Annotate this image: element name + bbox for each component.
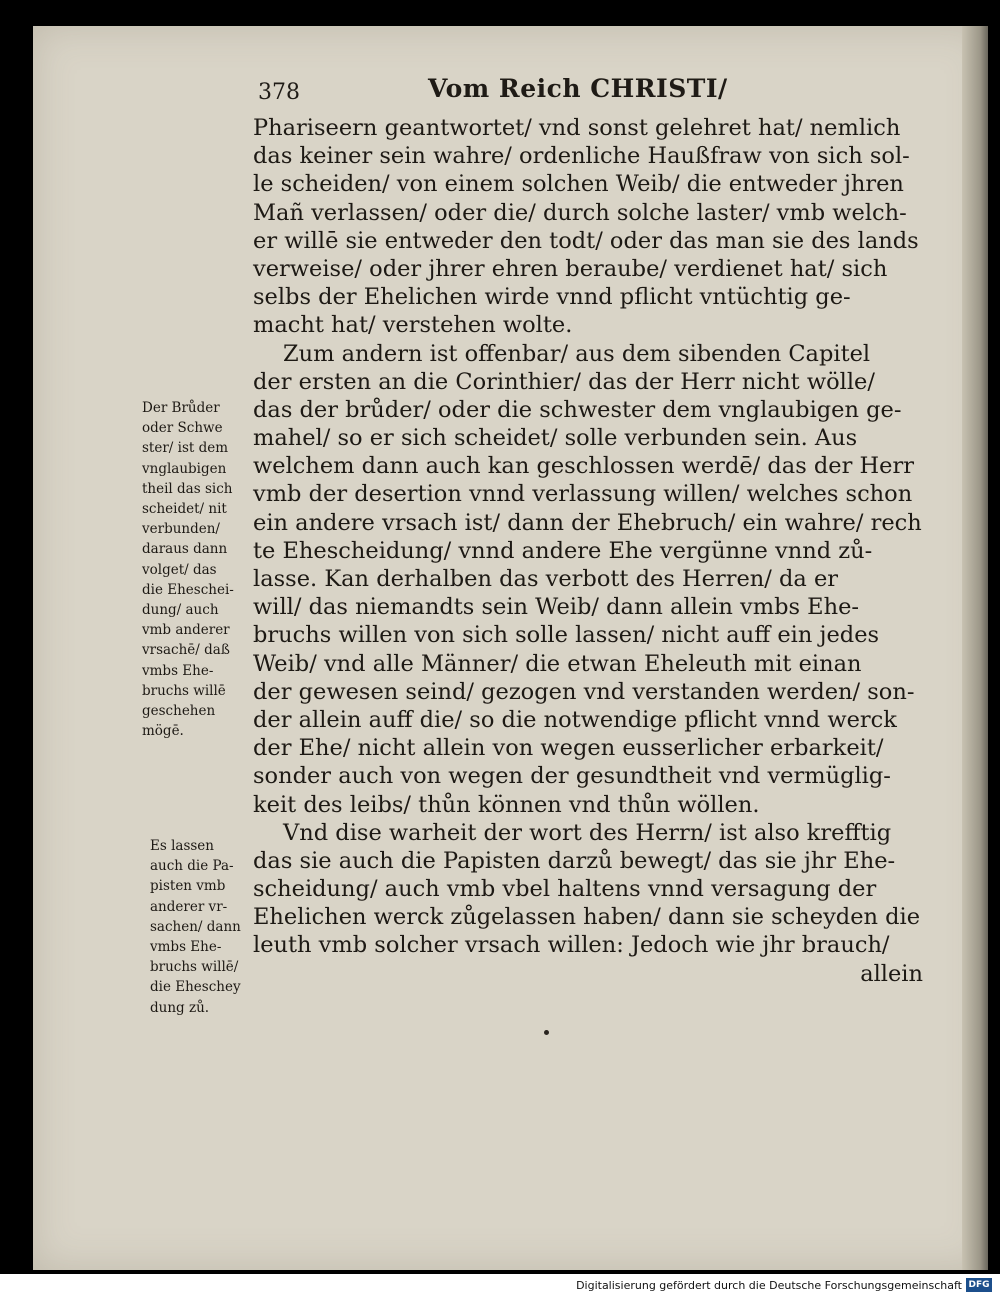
text-line: mahel/ so er sich scheidet/ solle verbunden sein. Aus — [253, 425, 858, 452]
text-line: sonder auch von wegen der gesundtheit vnd vermüglig- — [253, 763, 891, 790]
text-line: Weib/ vnd alle Männer/ die etwan Eheleuth mit einan — [253, 650, 862, 677]
text-line: Ehelichen werck zůgelassen haben/ dann sie scheyden die — [253, 904, 921, 931]
margin-note-line: Der Brůder — [142, 400, 220, 416]
text-line: verweise/ oder jhrer ehren beraube/ verdienet hat/ sich — [253, 255, 888, 282]
text-line: le scheiden/ von einem solchen Weib/ die entweder jhren — [253, 171, 904, 198]
text-line: das der brůder/ oder die schwester dem vnglaubigen ge- — [253, 396, 902, 423]
margin-note-line: die Eheschey — [150, 979, 241, 996]
text-line: bruchs willen von sich solle lassen/ nicht auff ein jedes — [253, 622, 880, 649]
text-line: scheidung/ auch vmb vbel haltens vnnd versagung der — [253, 876, 877, 903]
margin-note-line: vmbs Ehe- — [150, 939, 222, 956]
margin-note-line: daraus dann — [142, 541, 228, 558]
margin-note-line: anderer vr- — [150, 898, 228, 915]
footer-bar — [0, 1274, 1000, 1298]
footer-credit: Digitalisierung gefördert durch die Deutsche Forschungsgemeinschaft — [576, 1279, 962, 1292]
dfg-logo-icon: DFG — [966, 1278, 992, 1292]
page-edge — [962, 26, 988, 1270]
margin-note-line: ster/ ist dem — [142, 440, 229, 457]
text-line: will/ das niemandts sein Weib/ dann allein vmbs Ehe- — [253, 594, 860, 621]
text-line: Zum andern ist offenbar/ aus dem sibenden Capitel — [283, 340, 871, 367]
catchword: allein — [860, 960, 923, 987]
margin-note-line: oder Schwe — [142, 420, 223, 437]
margin-note-line: bruchs willē/ — [150, 959, 239, 976]
margin-note-line: dung zů. — [150, 999, 210, 1016]
text-line: der gewesen seind/ gezogen vnd verstanden werden/ son- — [253, 678, 915, 705]
margin-note-line: Es lassen — [150, 838, 214, 854]
margin-note-line: die Eheschei- — [142, 581, 234, 598]
margin-note-line: auch die Pa- — [150, 858, 234, 875]
text-line: Phariseern geantwortet/ vnd sonst gelehret hat/ nemlich — [253, 115, 901, 141]
margin-note-line: theil das sich — [142, 480, 233, 497]
margin-note-line: scheidet/ nit — [142, 501, 227, 518]
margin-note-line: vnglaubigen — [142, 460, 227, 477]
running-head: Vom Reich CHRISTI/ — [428, 74, 728, 103]
text-line: lasse. Kan derhalben das verbott des Herren/ da er — [253, 566, 839, 592]
text-line: vmb der desertion vnnd verlassung willen/ welches schon — [253, 481, 913, 508]
text-line: das sie auch die Papisten darzů bewegt/ das sie jhr Ehe- — [253, 847, 896, 874]
text-line: er willē sie entweder den todt/ oder das man sie des lands — [253, 227, 919, 254]
margin-note-line: vrsachē/ daß — [142, 642, 230, 659]
text-line: leuth vmb solcher vrsach willen: Jedoch wie jhr brauch/ — [253, 932, 890, 959]
margin-note — [142, 398, 234, 741]
text-line: der ersten an die Corinthier/ das der Herr nicht wölle/ — [253, 368, 875, 395]
margin-note-line: verbunden/ — [142, 521, 220, 538]
margin-note-line: pisten vmb — [150, 878, 226, 895]
text-line: welchem dann auch kan geschlossen werdē/ das der Herr — [253, 453, 914, 480]
text-line: Vnd dise warheit der wort des Herrn/ ist also krefftig — [283, 819, 892, 846]
ink-dot — [544, 1030, 549, 1035]
text-line: Mañ verlassen/ oder die/ durch solche laster/ vmb welch- — [253, 199, 907, 226]
margin-note-line: volget/ das — [142, 561, 217, 578]
margin-note-line: vmb anderer — [142, 622, 230, 639]
page-header — [258, 70, 818, 114]
text-line: der allein auff die/ so die notwendige pflicht vnnd werck — [253, 706, 897, 733]
page-number: 378 — [258, 80, 300, 105]
text-line: ein andere vrsach ist/ dann der Ehebruch/ ein wahre/ rech — [253, 509, 922, 536]
margin-note-line: bruchs willē — [142, 682, 226, 699]
margin-note-line: geschehen — [142, 703, 216, 720]
text-line: te Ehescheidung/ vnnd andere Ehe vergünne vnnd zů- — [253, 537, 873, 564]
margin-note-line: dung/ auch — [142, 602, 219, 619]
text-line: selbs der Ehelichen wirde vnnd pflicht vntüchtig ge- — [253, 284, 851, 311]
body-text — [253, 114, 933, 988]
text-line: der Ehe/ nicht allein von wegen eusserlicher erbarkeit/ — [253, 735, 884, 762]
margin-note-line: mögē. — [142, 723, 184, 740]
text-line: das keiner sein wahre/ ordenliche Haußfraw von sich sol- — [253, 143, 910, 170]
margin-note-line: sachen/ dann — [150, 918, 241, 935]
margin-note-line: vmbs Ehe- — [142, 662, 214, 679]
text-line: keit des leibs/ thůn können vnd thůn wöllen. — [253, 791, 760, 818]
margin-note — [150, 836, 241, 1018]
text-line: macht hat/ verstehen wolte. — [253, 312, 573, 339]
